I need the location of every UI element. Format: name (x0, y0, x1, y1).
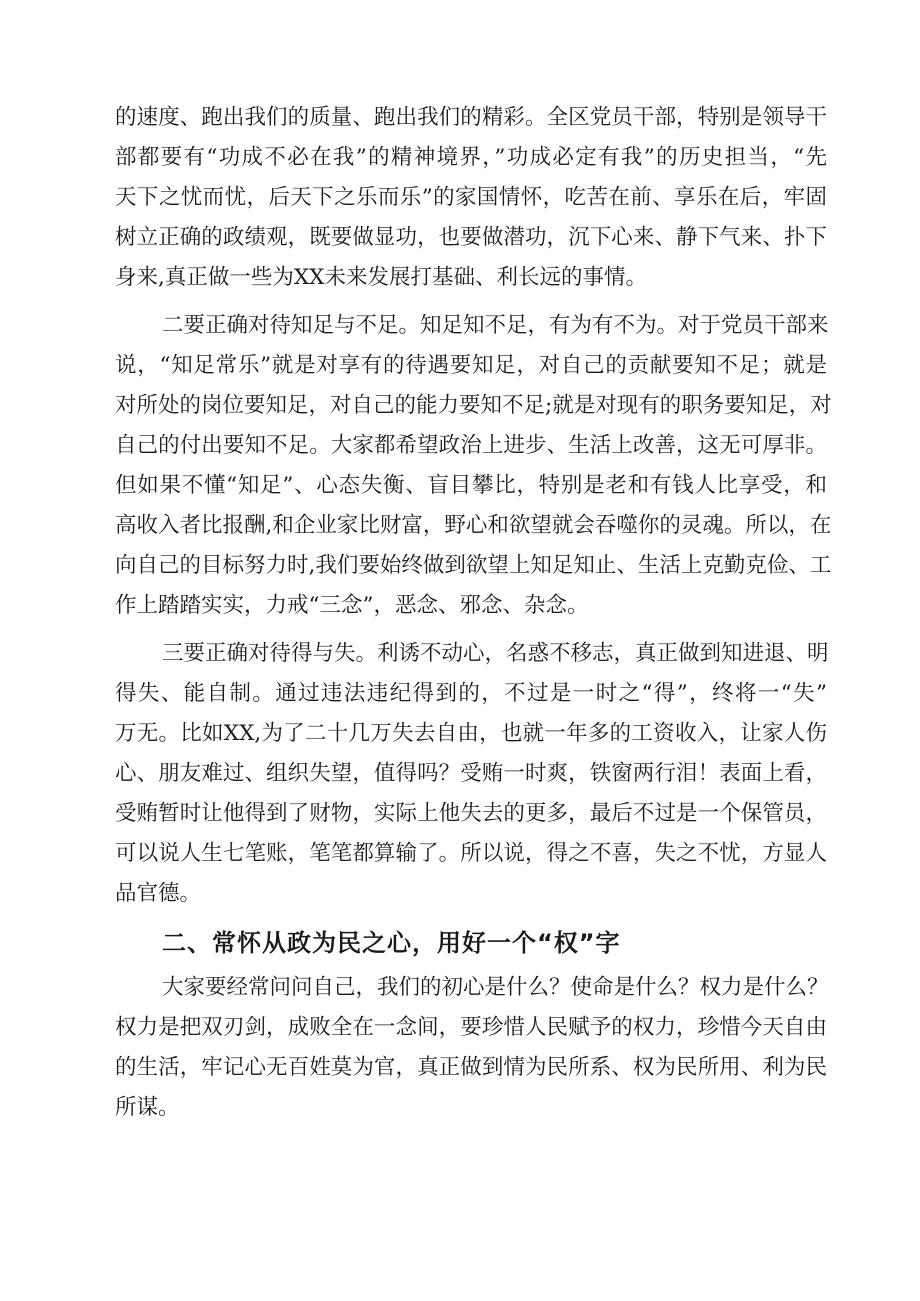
text-line: 说，“知足常乐”就是对享有的待遇要知足，对自己的贡献要知不足；就是 (115, 353, 827, 378)
text-line: 万无。比如XX,为了二十几万失去自由，也就一年多的工资收入，让家人伤 (115, 721, 827, 746)
paragraph-4 (115, 968, 827, 1128)
text-line: 部都要有“功成不必在我”的精神境界，”功成必定有我”的历史担当，“先 (115, 145, 827, 170)
text-line: 树立正确的政绩观，既要做显功，也要做潜功，沉下心来、静下气来、扑下 (115, 225, 827, 250)
text-line: 高收入者比报酬,和企业家比财富，野心和欲望就会吞噬你的灵魂。所以，在 (115, 513, 832, 538)
text-line: 大家要经常问问自己，我们的初心是什么？使命是什么？权力是什么？ (162, 975, 829, 1000)
text-line: 可以说人生七笔账，笔笔都算输了。所以说，得之不喜，失之不忧，方显人 (115, 841, 827, 866)
text-line: 心、朋友难过、组织失望，值得吗？受贿一时爽，铁窗两行泪！表面上看， (115, 761, 827, 786)
text-line: 受贿暂时让他得到了财物，实际上他失去的更多，最后不过是一个保管员， (115, 801, 827, 826)
text-line: 得失、能自制。通过违法违纪得到的，不过是一时之“得”，终将一“失” (115, 681, 827, 706)
paragraph-2 (115, 306, 832, 626)
text-line: 自己的付出要知不足。大家都希望政治上进步、生活上改善，这无可厚非。 (115, 433, 827, 458)
document-page (115, 98, 832, 1128)
text-line: 天下之忧而忧，后天下之乐而乐”的家国情怀，吃苦在前、享乐在后，牢固 (115, 185, 827, 210)
section-heading: 二、常怀从政为民之心，用好一个“权”字 (162, 929, 621, 957)
text-line: 身来,真正做一些为XX未来发展打基础、利长远的事情。 (115, 265, 647, 290)
paragraph-3 (115, 634, 827, 914)
text-line: 品官德。 (115, 881, 202, 906)
text-line: 的生活，牢记心无百姓莫为官，真正做到情为民所系、权为民所用、利为民 (115, 1055, 827, 1080)
paragraph-1 (115, 98, 827, 298)
text-line: 作上踏踏实实，力戒“三念”，恶念、邪念、杂念。 (115, 593, 589, 618)
text-line: 权力是把双刃剑，成败全在一念间，要珍惜人民赋予的权力，珍惜今天自由 (115, 1015, 827, 1040)
text-line: 对所处的岗位要知足，对自己的能力要知不足;就是对现有的职务要知足，对 (115, 393, 832, 418)
text-line: 三要正确对待得与失。利诱不动心，名惑不移志，真正做到知进退、明 (162, 641, 829, 666)
text-line: 向自己的目标努力时,我们要始终做到欲望上知足知止、生活上克勤克俭、工 (115, 553, 832, 578)
text-line: 但如果不懂“知足”、心态失衡、盲目攀比，特别是老和有钱人比享受，和 (115, 473, 827, 498)
text-line: 所谋。 (115, 1095, 180, 1120)
text-line: 的速度、跑出我们的质量、跑出我们的精彩。全区党员干部，特别是领导干 (115, 105, 827, 130)
text-line: 二要正确对待知足与不足。知足知不足，有为有不为。对于党员干部来 (162, 313, 829, 338)
